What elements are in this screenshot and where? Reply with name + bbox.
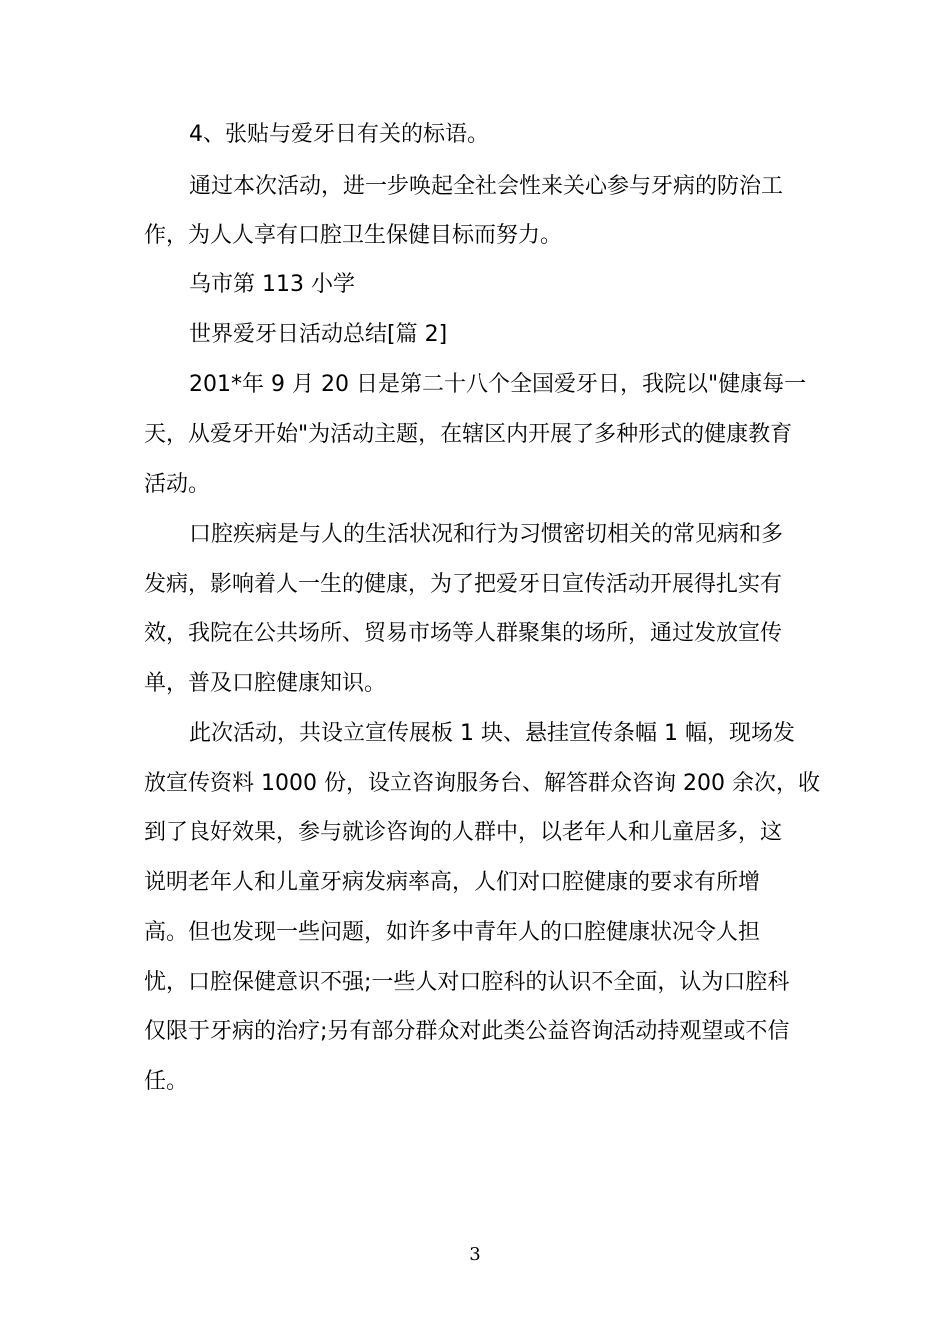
paragraph-line: 说明老年人和儿童牙病发病率高，人们对口腔健康的要求有所增 bbox=[144, 870, 761, 895]
paragraph-line: 高。但也发现一些问题，如许多中青年人的口腔健康状况令人担 bbox=[144, 920, 761, 945]
signature-line: 乌市第 113 小学 bbox=[189, 272, 355, 297]
paragraph-line: 此次活动，共设立宣传展板 1 块、悬挂宣传条幅 1 幅，现场发 bbox=[189, 721, 795, 746]
paragraph-line: 天，从爱牙开始"为活动主题，在辖区内开展了多种形式的健康教育 bbox=[144, 422, 793, 447]
paragraph-line: 忧，口腔保健意识不强;一些人对口腔科的认识不全面，认为口腔科 bbox=[144, 970, 790, 995]
paragraph-line: 效，我院在公共场所、贸易市场等人群聚集的场所，通过发放宣传 bbox=[144, 621, 783, 646]
paragraph-line: 活动。 bbox=[144, 472, 211, 497]
paragraph-line: 4、张贴与爱牙日有关的标语。 bbox=[189, 122, 489, 147]
paragraph-line: 仅限于牙病的治疗;另有部分群众对此类公益咨询活动持观望或不信 bbox=[144, 1019, 790, 1044]
paragraph-line: 发病，影响着人一生的健康，为了把爱牙日宣传活动开展得扎实有 bbox=[144, 572, 783, 597]
paragraph-line: 通过本次活动，进一步唤起全社会性来关心参与牙病的防治工 bbox=[189, 174, 784, 199]
paragraph-line: 放宣传资料 1000 份，设立咨询服务台、解答群众咨询 200 余次，收 bbox=[144, 771, 820, 796]
paragraph-line: 作，为人人享有口腔卫生保健目标而努力。 bbox=[144, 223, 563, 248]
paragraph-line: 单，普及口腔健康知识。 bbox=[144, 671, 387, 696]
paragraph-line: 口腔疾病是与人的生活状况和行为习惯密切相关的常见病和多 bbox=[189, 522, 784, 547]
paragraph-line: 任。 bbox=[144, 1069, 189, 1094]
paragraph-line: 到了良好效果，参与就诊咨询的人群中，以老年人和儿童居多，这 bbox=[144, 820, 783, 845]
page-number: 3 bbox=[469, 1244, 481, 1265]
paragraph-line: 201*年 9 月 20 日是第二十八个全国爱牙日，我院以"健康每一 bbox=[189, 372, 807, 397]
section-title: 世界爱牙日活动总结[篇 2] bbox=[189, 322, 448, 347]
